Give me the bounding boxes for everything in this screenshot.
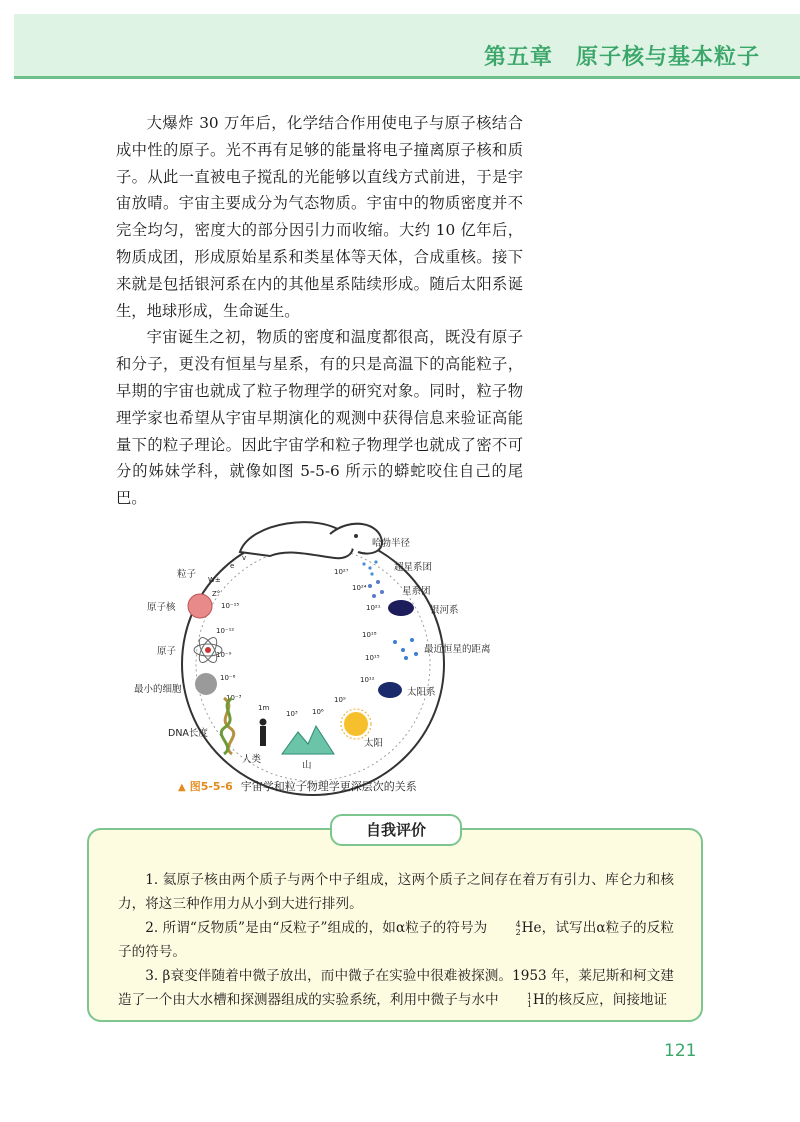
label-nucleus: 原子核	[147, 602, 176, 613]
self-evaluation-title: 自我评价	[330, 814, 462, 846]
label-nearest-star: 最近恒星的距离	[424, 644, 491, 655]
label-mountain: 山	[302, 760, 312, 771]
scale-1e27: 10²⁷	[334, 568, 349, 576]
scale-1e-12: 10⁻¹²	[216, 627, 235, 635]
atom-icon	[194, 635, 222, 665]
body-text	[116, 110, 523, 512]
label-human: 人类	[242, 754, 262, 765]
cell-icon	[195, 673, 217, 695]
scale-1e12: 10¹²	[360, 676, 375, 684]
nuclide-he-notation: 4 2	[515, 919, 521, 937]
galaxy-cluster-icon	[368, 580, 384, 598]
caption-triangle-icon: ▲	[178, 782, 186, 793]
nearest-star-icon	[393, 638, 418, 660]
label-galaxy-cluster: 星系团	[402, 586, 431, 597]
scale-1e-6: 10⁻⁶	[220, 674, 236, 682]
scale-1e9: 10⁹	[334, 696, 346, 704]
label-milky-way: 银河系	[430, 605, 459, 616]
chapter-title: 第五章 原子核与基本粒子	[483, 45, 760, 70]
symbol-e: e	[230, 562, 235, 570]
nuclide-h-notation: 1 1	[526, 991, 532, 1009]
sun-icon	[341, 709, 371, 739]
label-solar-system: 太阳系	[407, 687, 436, 698]
scale-1e-3: 10⁻³	[226, 694, 242, 702]
nucleus-icon	[188, 594, 212, 618]
label-supercluster: 超星系团	[394, 562, 433, 573]
question-1: 1. 氦原子核由两个质子与两个中子组成，这两个质子之间存在着万有引力、库仑力和核力，将这三种作用力从小到大进行排列。	[118, 872, 674, 912]
scale-1e6: 10⁶	[312, 708, 324, 716]
scale-1e21: 10²¹	[366, 604, 381, 612]
label-atom: 原子	[157, 646, 177, 657]
snake-head-icon	[240, 522, 382, 558]
caption-text: 宇宙学和粒子物理学更深层次的关系	[240, 780, 417, 793]
scale-1e3: 10³	[286, 710, 298, 718]
mountain-icon	[282, 726, 334, 754]
ouroboros-figure	[120, 512, 520, 802]
question-2: 2. 所谓“反物质”是由“反粒子”组成的，如α粒子的符号为 4 2He，试写出α粒子的反粒子的符号。	[118, 919, 674, 960]
symbol-v: v	[242, 554, 247, 562]
label-dna: DNA长度	[168, 728, 208, 739]
scale-1e-15: 10⁻¹⁵	[221, 602, 240, 610]
human-icon	[260, 719, 267, 747]
self-evaluation-body	[118, 868, 674, 1012]
dna-icon	[221, 698, 233, 754]
figure-caption	[178, 778, 417, 794]
scale-1e24: 10²⁴	[352, 584, 367, 592]
milky-way-icon	[388, 600, 414, 616]
scale-1e18: 10¹⁸	[362, 631, 377, 639]
symbol-z: Z°	[212, 590, 221, 598]
label-particle: 粒子	[177, 569, 197, 580]
question-3: 3. β衰变伴随着中微子放出，而中微子在实验中很难被探测。1953 年，莱尼斯和柯文建造了一个由大水槽和探测器组成的实验系统，利用中微子与水中 1 1H的核反应，间接地证	[118, 968, 674, 1009]
symbol-w: W±	[208, 576, 221, 584]
caption-number: 图5-5-6	[189, 780, 233, 793]
page-number: 121	[664, 1041, 697, 1061]
scale-1m: 1m	[258, 704, 270, 712]
supercluster-icon	[362, 560, 377, 575]
paragraph-1: 大爆炸 30 万年后，化学结合作用使电子与原子核结合成中性的原子。光不再有足够的能量将电子撞离原子核和质子。从此一直被电子搅乱的光能够以直线方式前进，于是宇宙放晴。宇宙主要成分为气态物质。宇宙中的物质密度并不完全均匀，密度大的部分因引力而收缩。大约 10 亿年后，物质成团，形成原始星系和类星体等天体，合成重核。接下来就是包括银河系在内的其他星系陆续形成。随后太阳系诞生，地球形成，生命诞生。	[116, 114, 523, 320]
scale-1e-9: 10⁻⁹	[216, 651, 232, 659]
label-hubble-radius: 哈勃半径	[372, 538, 411, 549]
label-sun: 太阳	[364, 738, 384, 749]
solar-system-icon	[378, 682, 402, 698]
paragraph-2: 宇宙诞生之初，物质的密度和温度都很高，既没有原子和分子，更没有恒星与星系，有的只是高温下的高能粒子，早期的宇宙也就成了粒子物理学的研究对象。同时，粒子物理学家也希望从宇宙早期演化的观测中获得信息来验证高能量下的粒子理论。因此宇宙学和粒子物理学也就成了密不可分的姊妹学科，就像如图 5-5-6 所示的蟒蛇咬住自己的尾巴。	[116, 328, 523, 508]
scale-1e15: 10¹⁵	[365, 654, 380, 662]
label-smallest-cell: 最小的细胞	[134, 684, 182, 695]
